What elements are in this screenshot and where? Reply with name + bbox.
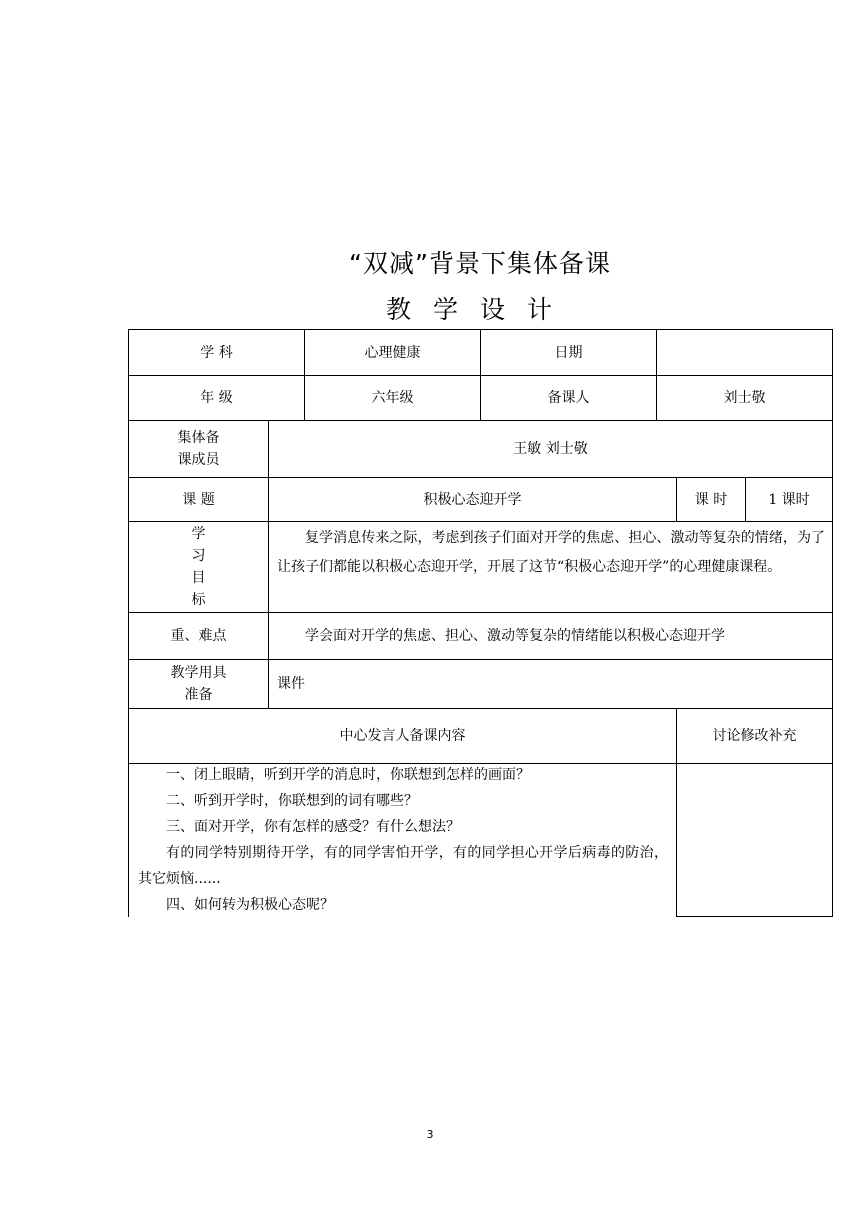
- date-value: [657, 330, 832, 375]
- subject-value: 心理健康: [364, 344, 421, 361]
- members-value: 王敏 刘士敬: [513, 441, 588, 457]
- content-line: 一、闭上眼睛，听到开学的消息时，你联想到怎样的画面？: [166, 767, 530, 783]
- page-number: 3: [426, 1128, 434, 1141]
- topic-value: 积极心态迎开学: [423, 491, 522, 508]
- date-label: 日期: [554, 344, 583, 361]
- discuss-header: 讨论修改补充: [712, 728, 797, 744]
- goals-label-char: 目: [191, 570, 206, 586]
- grade-label: 年 级: [200, 390, 233, 406]
- key-points-label: 重、难点: [170, 628, 227, 644]
- goals-label-char: 习: [191, 548, 206, 564]
- content-line: 二、听到开学时，你联想到的词有哪些？: [166, 793, 418, 809]
- tools-label-line2: 准备: [184, 687, 213, 703]
- members-label-line1: 集体备: [177, 430, 220, 446]
- period-label: 课 时: [694, 491, 728, 508]
- document-subtitle: 教学设计: [385, 295, 574, 324]
- tools-label-line1: 教学用具: [170, 665, 227, 681]
- content-line: 三、面对开学，你有怎样的感受？有什么想法？: [166, 819, 460, 835]
- members-label-line2: 课成员: [177, 452, 220, 468]
- period-value: 1 课时: [768, 491, 810, 508]
- goals-label-char: 学: [191, 526, 206, 542]
- subject-label: 学 科: [200, 344, 233, 361]
- content-line: 有的同学特别期待开学，有的同学害怕开学，有的同学担心开学后病毒的防治，其它烦恼......: [138, 845, 668, 887]
- topic-label: 课 题: [182, 491, 215, 508]
- content-body: [138, 762, 668, 918]
- goals-text: 复学消息传来之际，考虑到孩子们面对开学的焦虑、担心、激动等复杂的情绪，为了让孩子们都能以积极心态迎开学，开展了这节“积极心态迎开学”的心理健康课程。: [277, 530, 825, 575]
- preparer-label: 备课人: [547, 390, 590, 406]
- preparer-value: 刘士敬: [723, 390, 766, 406]
- goals-label: [129, 522, 268, 612]
- tools-value: 课件: [277, 676, 305, 692]
- document-title: “双减”背景下集体备课: [349, 249, 611, 278]
- key-points-text: 学会面对开学的焦虑、担心、激动等复杂的情绪能以积极心态迎开学: [305, 628, 725, 644]
- content-header: 中心发言人备课内容: [339, 728, 466, 744]
- tools-label: [129, 660, 268, 708]
- members-label: [129, 421, 268, 477]
- goals-label-char: 标: [191, 592, 206, 608]
- content-line: 四、如何转为积极心态呢？: [166, 897, 334, 913]
- grade-value: 六年级: [371, 390, 414, 406]
